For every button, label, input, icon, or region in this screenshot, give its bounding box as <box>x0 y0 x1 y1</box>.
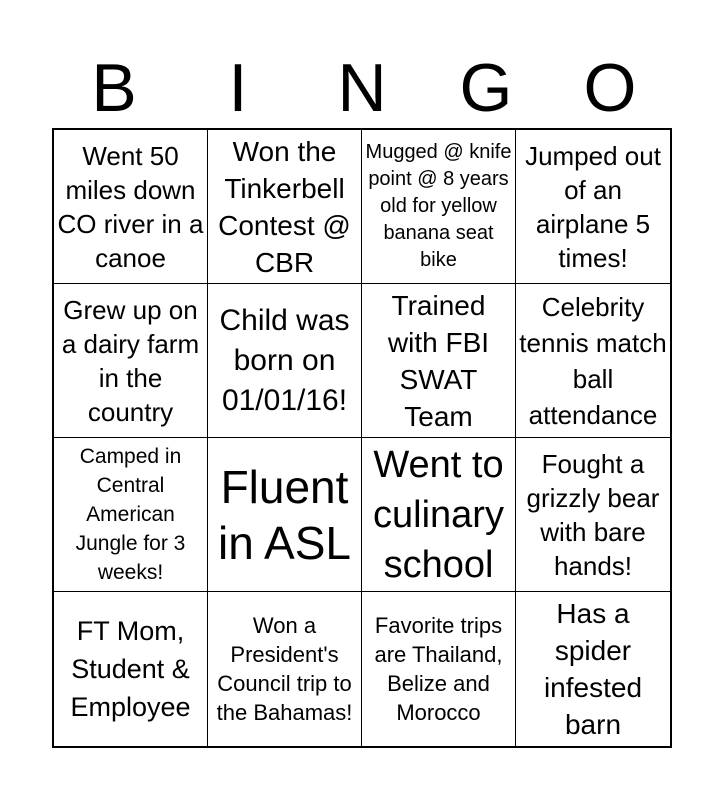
bingo-cell-text: Fought a grizzly bear with bare hands! <box>526 448 660 581</box>
bingo-cell-text: Camped in Central American Jungle for 3 weeks! <box>75 445 186 584</box>
bingo-cell-text: Went 50 miles down CO river in a canoe <box>57 140 204 273</box>
bingo-cell[interactable] <box>516 438 670 592</box>
header-letter-o: O <box>583 50 637 126</box>
bingo-cell-text: Fluent in ASL <box>218 460 351 569</box>
bingo-cell[interactable] <box>362 284 516 438</box>
header-letter-n: N <box>337 50 387 126</box>
bingo-board <box>52 128 672 748</box>
bingo-cell-text: Won a President's Council trip to the Bahamas! <box>216 613 353 725</box>
bingo-cell[interactable] <box>362 438 516 592</box>
bingo-cell[interactable] <box>208 592 362 746</box>
bingo-cell[interactable] <box>516 592 670 746</box>
bingo-cell-text: Trained with FBI SWAT Team <box>387 289 490 432</box>
header-letter-b: B <box>91 50 137 126</box>
bingo-cell[interactable] <box>362 592 516 746</box>
bingo-cell[interactable] <box>208 130 362 284</box>
bingo-header <box>52 52 672 124</box>
bingo-cell[interactable] <box>54 130 208 284</box>
bingo-cell-text: Grew up on a dairy farm in the country <box>61 294 200 427</box>
bingo-cell-text: Won the Tinkerbell Contest @ CBR <box>218 135 351 278</box>
bingo-cell[interactable] <box>208 438 362 592</box>
bingo-cell[interactable] <box>54 438 208 592</box>
bingo-cell[interactable] <box>54 592 208 746</box>
bingo-cell-text: FT Mom, Student & Employee <box>70 616 191 722</box>
bingo-cell-text: Celebrity tennis match ball attendance <box>519 291 667 430</box>
bingo-cell[interactable] <box>516 130 670 284</box>
bingo-cell-text: Went to culinary school <box>373 443 504 586</box>
header-letter-i: I <box>228 50 248 126</box>
bingo-cell-text: Child was born on 01/01/16! <box>219 303 350 417</box>
bingo-cell[interactable] <box>362 130 516 284</box>
header-letter-g: G <box>459 50 513 126</box>
bingo-cell[interactable] <box>54 284 208 438</box>
bingo-cell-text: Has a spider infested barn <box>543 598 643 740</box>
bingo-cell-text: Mugged @ knife point @ 8 years old for yellow banana seat bike <box>365 141 512 271</box>
bingo-cell-text: Favorite trips are Thailand, Belize and Morocco <box>374 613 503 725</box>
bingo-cell[interactable] <box>208 284 362 438</box>
bingo-cell[interactable] <box>516 284 670 438</box>
bingo-cell-text: Jumped out of an airplane 5 times! <box>525 140 661 273</box>
